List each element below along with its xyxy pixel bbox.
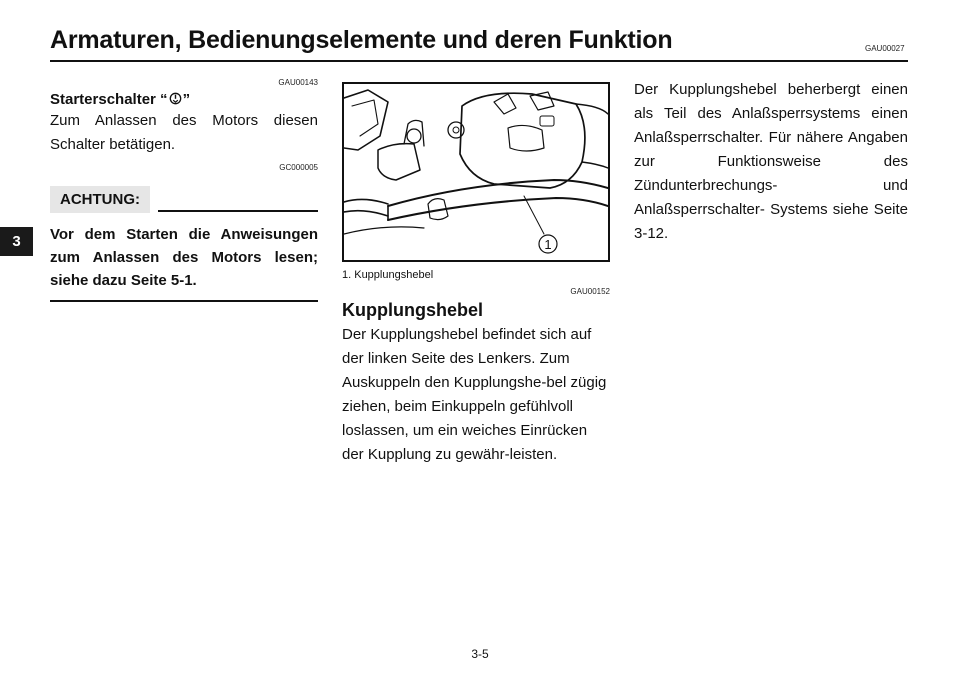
caution-text: Vor dem Starten die Anweisungen zum Anlassen des Motors lesen; siehe dazu Seite 5-1. xyxy=(50,226,318,289)
page-title: Armaturen, Bedienungselemente und deren Funktion xyxy=(50,26,673,54)
caution-code: GC000005 xyxy=(279,163,318,172)
page-number: 3-5 xyxy=(471,647,489,661)
interlock-body: Der Kupplungshebel beherbergt einen als Teil des Anlaßsperrsystems einen Anlaßsperrschalter. Für nähere Angaben zur Funktionsweise des Zündunterbrechungs- und Anlaßsperrschalter- Systems siehe Seite 3-12. xyxy=(634,81,908,242)
caution-label: ACHTUNG: xyxy=(50,186,150,213)
starter-heading-suffix: ” xyxy=(182,91,191,108)
caution-header xyxy=(50,172,318,213)
section-code: GAU00027 xyxy=(865,44,905,53)
starter-body: Zum Anlassen des Motors diesen Schalter betätigen. xyxy=(50,112,318,153)
caution-rule-top xyxy=(158,210,318,212)
column-right xyxy=(634,78,908,246)
clutch-heading: Kupplungshebel xyxy=(342,300,483,320)
starter-code: GAU00143 xyxy=(278,78,318,87)
figure-caption: 1. Kupplungshebel xyxy=(342,269,434,281)
starter-heading xyxy=(50,91,318,109)
chapter-tab: 3 xyxy=(0,227,33,256)
figure-callout-number: 1 xyxy=(544,237,552,252)
clutch-lever-illustration xyxy=(344,84,608,260)
engine-start-icon xyxy=(169,92,182,109)
column-left xyxy=(50,78,318,302)
column-middle xyxy=(342,82,610,467)
clutch-lever-figure xyxy=(342,82,610,262)
clutch-body: Der Kupplungshebel befindet sich auf der linken Seite des Lenkers. Zum Auskuppeln den Kupplungshe-bel zügig ziehen, beim Einkuppeln gefühlvoll loslassen, um ein weiches Einrücken der Kupplung zu gewähr-leisten. xyxy=(342,326,607,463)
starter-heading-prefix: Starterschalter “ xyxy=(50,91,168,108)
caution-rule-bottom xyxy=(50,300,318,302)
clutch-code: GAU00152 xyxy=(570,287,610,296)
header-rule xyxy=(50,60,908,62)
